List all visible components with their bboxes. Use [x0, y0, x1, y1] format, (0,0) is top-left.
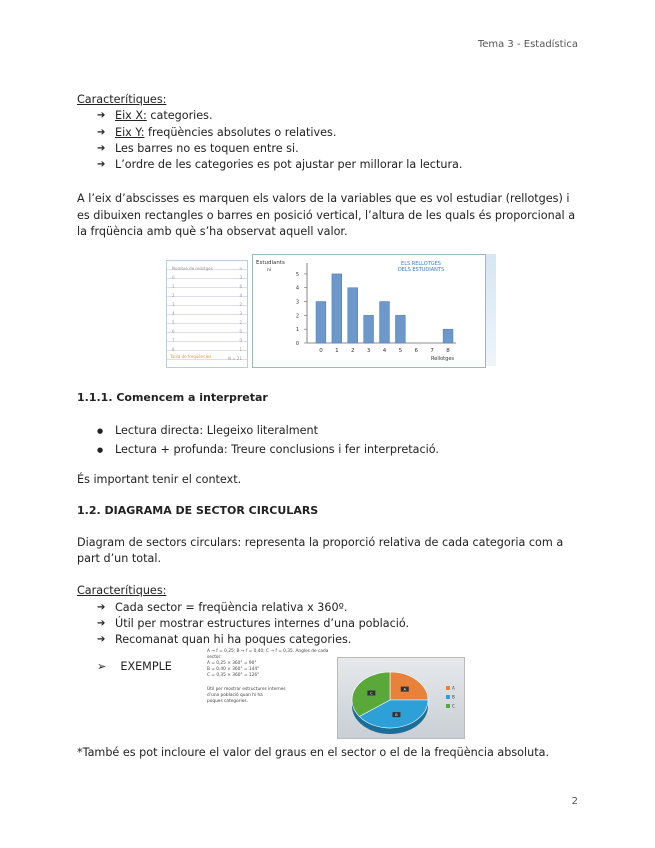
bar-chart-figure	[166, 254, 496, 372]
example-line: A = 0,25 × 360° = 90°	[207, 660, 257, 666]
table-cell: 4	[239, 293, 242, 299]
table-row	[167, 306, 247, 315]
bar-chart	[252, 254, 486, 368]
histogram-paragraph: A l’eix d’abscisses es marquen els valors de la variables que es vol estudiar (rellotges) i es dibuixen rectangles o barres en posició vertical, l’altura de les quals és proporcional a la frqüència amb què s’ha observat aquell valor.	[77, 192, 576, 239]
table-cell: n	[239, 266, 242, 272]
item-text: Les barres no es toquen entre si.	[115, 141, 299, 155]
table-row	[167, 288, 247, 297]
table-cell: N = 21	[228, 356, 242, 362]
y-tick-label: 0	[295, 341, 299, 348]
pie-paragraph: Diagram de sectors circulars: representa la proporció relativa de cada categoria com a part d’un total.	[77, 535, 564, 566]
table-cell: 8	[172, 347, 175, 353]
decorative-strip	[486, 254, 496, 366]
table-cell: 2	[239, 302, 242, 308]
x-tick-label: 5	[398, 348, 403, 355]
table-row	[167, 297, 247, 306]
y-tick-label: 1	[295, 327, 299, 334]
characteristics-title: Caracterítiques:	[77, 93, 167, 106]
example-block	[77, 649, 582, 745]
table-cell: 0	[239, 338, 242, 344]
final-note: *També es pot incloure el valor del graus en el sector o el de la freqüència absoluta.	[77, 745, 549, 759]
table-cell: 0	[239, 329, 242, 335]
section-title-pie: 1.2. DIAGRAMA DE SECTOR CIRCULARS	[77, 503, 319, 517]
x-tick-label: 8	[446, 348, 450, 355]
term-x-axis: Eix X:	[115, 109, 147, 123]
table-row	[167, 279, 247, 288]
bar	[316, 302, 326, 343]
bar-chart-svg	[253, 255, 485, 367]
table-cell: 1	[172, 284, 175, 290]
pie-chart-svg	[338, 658, 464, 738]
page-number: 2	[571, 796, 578, 807]
example-line: poques categories.	[207, 698, 248, 704]
context-paragraph: És important tenir el context.	[77, 473, 242, 487]
table-cell: 3	[239, 311, 242, 317]
list-item: ➔ Útil per mostrar estructures internes d’una població.	[97, 616, 582, 632]
legend-swatch	[446, 686, 450, 690]
y-tick-label: 4	[295, 286, 299, 293]
list-item	[97, 125, 582, 141]
example-line: d’una població quan hi ha	[207, 692, 263, 698]
table-row	[167, 261, 247, 270]
item-text: freqüències absolutes o relatives.	[144, 125, 337, 139]
bar	[332, 274, 342, 343]
bar	[443, 330, 453, 344]
term-y-axis: Eix Y:	[115, 125, 145, 139]
example-line: C = 0,35 × 360° = 126°	[207, 672, 260, 678]
list-item	[97, 141, 582, 157]
example-line: B = 0,40 × 360° = 144°	[207, 666, 260, 672]
list-item: ● Lectura directa: Llegeixo literalment	[97, 423, 582, 439]
table-row	[167, 324, 247, 333]
table-row	[167, 315, 247, 324]
pie-characteristics-list	[77, 600, 582, 649]
table-cell: 6	[172, 329, 175, 335]
legend-label: B	[452, 694, 455, 700]
x-tick-label: 2	[350, 348, 355, 355]
x-axis-label: Rellotges	[431, 356, 454, 363]
example-text	[207, 649, 335, 705]
section-title-interpret: 1.1.1. Comencem a interpretar	[77, 391, 268, 405]
y-tick-label: 3	[295, 299, 299, 306]
table-cell: 3	[239, 275, 242, 281]
pie-label: C	[370, 691, 373, 696]
document-body	[77, 92, 582, 775]
y-axis-label: Estudiants	[256, 260, 285, 267]
page-header: Tema 3 - Estadística	[477, 39, 578, 50]
table-cell: 2	[172, 293, 175, 299]
item-text: categories.	[146, 109, 213, 123]
example-line: A → f = 0,25; B → f = 0,40; C → f = 0,35. Angles de cada sector:	[207, 648, 329, 660]
bar	[395, 316, 405, 344]
y-tick-label: 2	[295, 313, 299, 320]
frequency-table	[166, 260, 248, 368]
list-item: ● Lectura + profunda: Treure conclusions i fer interpretació.	[97, 442, 582, 458]
bar	[380, 302, 390, 343]
x-tick-label: 3	[366, 348, 371, 355]
x-tick-label: 7	[430, 348, 434, 355]
pie-slice	[390, 672, 428, 700]
pie-label: A	[403, 687, 406, 692]
example-line: Útil per mostrar estructures internes	[207, 686, 286, 692]
table-row	[167, 270, 247, 279]
list-item: ➔ Cada sector = freqüència relativa x 360º.	[97, 600, 582, 616]
bar-characteristics-list	[77, 108, 582, 173]
legend-label: C	[452, 703, 455, 709]
table-cell: 7	[172, 338, 175, 344]
table-caption: Taula de freqüències	[170, 354, 212, 360]
list-item: ➔ Recomanat quan hi ha poques categories.	[97, 632, 582, 648]
pie-characteristics-title: Caracterítiques:	[77, 584, 167, 598]
legend-label: A	[452, 685, 455, 691]
y-tick-label: 5	[295, 272, 299, 279]
table-cell: 0	[172, 275, 175, 281]
chart-title-line2: DELS ESTUDIANTS	[397, 267, 445, 274]
table-cell: 2	[239, 320, 242, 326]
bar	[364, 316, 374, 344]
table-cell: 6	[239, 284, 242, 290]
table-cell: 1	[239, 347, 242, 353]
x-tick-label: 1	[335, 348, 339, 355]
pie-chart-panel	[337, 657, 465, 739]
list-item	[97, 157, 582, 173]
bar	[348, 288, 358, 343]
example-label: ➢ EXEMPLE	[97, 659, 172, 675]
table-row	[167, 333, 247, 342]
legend-swatch	[446, 704, 450, 708]
table-cell: 3	[172, 302, 175, 308]
table-cell: 5	[172, 320, 175, 326]
x-tick-label: 6	[414, 348, 419, 355]
table-cell: 4	[172, 311, 175, 317]
item-text: L’ordre de les categories es pot ajustar per millorar la lectura.	[115, 158, 463, 172]
x-tick-label: 0	[319, 348, 323, 355]
x-tick-label: 4	[382, 348, 387, 355]
table-cell: Nombre de rellotges	[172, 266, 213, 272]
interpret-list	[77, 423, 582, 459]
pie-label: B	[395, 712, 398, 717]
legend-swatch	[446, 695, 450, 699]
chart-title: ELS RELLOTGES	[401, 261, 441, 268]
list-item	[97, 108, 582, 124]
y-axis-sublabel: ni	[267, 268, 272, 274]
